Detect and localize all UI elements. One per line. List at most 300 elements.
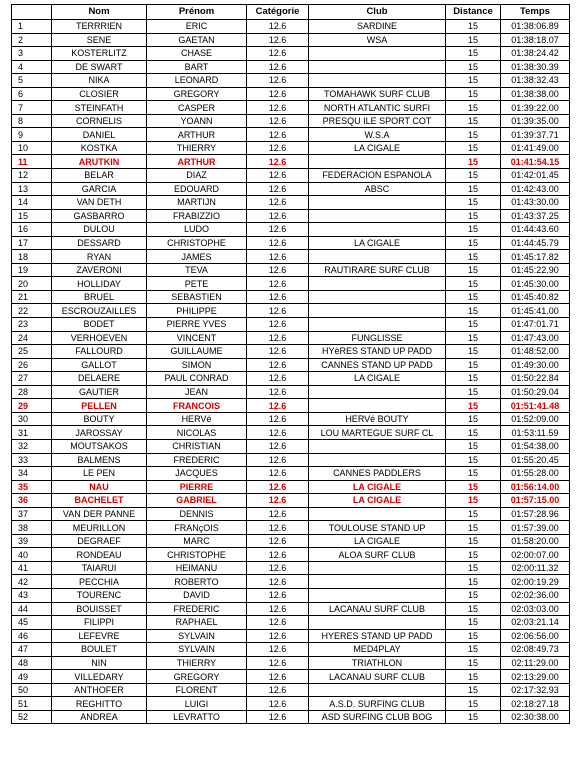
- temps-cell: 01:39:37.71: [501, 128, 570, 142]
- temps-cell: 01:43:37.25: [501, 209, 570, 223]
- categorie-cell: 12.6: [247, 277, 309, 291]
- nom-cell: ARUTKIN: [52, 155, 147, 169]
- nom-cell: NIN: [52, 656, 147, 670]
- distance-cell: 15: [446, 114, 501, 128]
- prenom-cell: RAPHAEL: [147, 616, 247, 630]
- temps-cell: 01:45:17.82: [501, 250, 570, 264]
- club-cell: LOU MARTEGUE SURF CL: [309, 426, 446, 440]
- prenom-cell: SIMON: [147, 358, 247, 372]
- prenom-cell: LUDO: [147, 223, 247, 237]
- rank-cell: 35: [12, 480, 52, 494]
- club-cell: [309, 74, 446, 88]
- prenom-cell: HEIMANU: [147, 561, 247, 575]
- nom-cell: BOULET: [52, 643, 147, 657]
- table-row: [12, 209, 570, 223]
- nom-cell: JAROSSAY: [52, 426, 147, 440]
- club-cell: [309, 290, 446, 304]
- categorie-cell: 12.6: [247, 602, 309, 616]
- club-cell: [309, 304, 446, 318]
- nom-cell: PECCHIA: [52, 575, 147, 589]
- nom-cell: BRUEL: [52, 290, 147, 304]
- prenom-cell: MARC: [147, 534, 247, 548]
- distance-cell: 15: [446, 710, 501, 724]
- table-row: [12, 588, 570, 602]
- table-row: [12, 372, 570, 386]
- rank-cell: 49: [12, 670, 52, 684]
- nom-cell: MOUTSAKOS: [52, 439, 147, 453]
- categorie-cell: 12.6: [247, 101, 309, 115]
- categorie-cell: 12.6: [247, 209, 309, 223]
- rank-cell: 48: [12, 656, 52, 670]
- rank-cell: 1: [12, 20, 52, 34]
- categorie-cell: 12.6: [247, 290, 309, 304]
- club-cell: HYERES STAND UP PADD: [309, 629, 446, 643]
- temps-cell: 01:39:22.00: [501, 101, 570, 115]
- prenom-cell: DENNIS: [147, 507, 247, 521]
- distance-cell: 15: [446, 575, 501, 589]
- club-cell: TOMAHAWK SURF CLUB: [309, 87, 446, 101]
- header-temps: Temps: [501, 5, 570, 20]
- table-row: [12, 47, 570, 61]
- table-row: [12, 250, 570, 264]
- table-row: [12, 426, 570, 440]
- distance-cell: 15: [446, 318, 501, 332]
- prenom-cell: NICOLAS: [147, 426, 247, 440]
- categorie-cell: 12.6: [247, 114, 309, 128]
- club-cell: FEDERACION ESPANOLA: [309, 169, 446, 183]
- temps-cell: 01:45:40.82: [501, 290, 570, 304]
- temps-cell: 01:44:45.79: [501, 236, 570, 250]
- table-row: [12, 412, 570, 426]
- club-cell: [309, 47, 446, 61]
- table-row: [12, 33, 570, 47]
- temps-cell: 01:50:29.04: [501, 385, 570, 399]
- table-row: [12, 643, 570, 657]
- categorie-cell: 12.6: [247, 453, 309, 467]
- rank-cell: 3: [12, 47, 52, 61]
- club-cell: [309, 209, 446, 223]
- prenom-cell: LEVRATTO: [147, 710, 247, 724]
- temps-cell: 01:42:01.45: [501, 169, 570, 183]
- categorie-cell: 12.6: [247, 263, 309, 277]
- club-cell: HYèRES STAND UP PADD: [309, 345, 446, 359]
- nom-cell: DULOU: [52, 223, 147, 237]
- rank-cell: 26: [12, 358, 52, 372]
- prenom-cell: PIERRE: [147, 480, 247, 494]
- table-row: [12, 114, 570, 128]
- temps-cell: 01:57:28.96: [501, 507, 570, 521]
- rank-cell: 42: [12, 575, 52, 589]
- table-row: [12, 494, 570, 508]
- temps-cell: 02:06:56.00: [501, 629, 570, 643]
- categorie-cell: 12.6: [247, 616, 309, 630]
- nom-cell: DESSARD: [52, 236, 147, 250]
- nom-cell: FILIPPI: [52, 616, 147, 630]
- rank-cell: 5: [12, 74, 52, 88]
- club-cell: RAUTIRARE SURF CLUB: [309, 263, 446, 277]
- table-row: [12, 710, 570, 724]
- nom-cell: NIKA: [52, 74, 147, 88]
- categorie-cell: 12.6: [247, 196, 309, 210]
- distance-cell: 15: [446, 494, 501, 508]
- distance-cell: 15: [446, 345, 501, 359]
- prenom-cell: ROBERTO: [147, 575, 247, 589]
- temps-cell: 01:39:35.00: [501, 114, 570, 128]
- categorie-cell: 12.6: [247, 507, 309, 521]
- nom-cell: ANDREA: [52, 710, 147, 724]
- categorie-cell: 12.6: [247, 236, 309, 250]
- rank-cell: 7: [12, 101, 52, 115]
- rank-cell: 22: [12, 304, 52, 318]
- header-nom: Nom: [52, 5, 147, 20]
- prenom-cell: DIAZ: [147, 169, 247, 183]
- temps-cell: 01:50:22.84: [501, 372, 570, 386]
- table-row: [12, 128, 570, 142]
- club-cell: FUNGLISSE: [309, 331, 446, 345]
- nom-cell: ANTHOFER: [52, 683, 147, 697]
- table-row: [12, 331, 570, 345]
- prenom-cell: CHRISTOPHE: [147, 548, 247, 562]
- temps-cell: 01:54:38.00: [501, 439, 570, 453]
- categorie-cell: 12.6: [247, 304, 309, 318]
- distance-cell: 15: [446, 128, 501, 142]
- table-row: [12, 196, 570, 210]
- categorie-cell: 12.6: [247, 345, 309, 359]
- rank-cell: 2: [12, 33, 52, 47]
- temps-cell: 01:47:43.00: [501, 331, 570, 345]
- distance-cell: 15: [446, 548, 501, 562]
- temps-cell: 01:57:15.00: [501, 494, 570, 508]
- temps-cell: 02:11:29.00: [501, 656, 570, 670]
- distance-cell: 15: [446, 697, 501, 711]
- table-row: [12, 87, 570, 101]
- prenom-cell: GABRIEL: [147, 494, 247, 508]
- rank-cell: 51: [12, 697, 52, 711]
- rank-cell: 52: [12, 710, 52, 724]
- nom-cell: PELLEN: [52, 399, 147, 413]
- temps-cell: 01:52:09.00: [501, 412, 570, 426]
- distance-cell: 15: [446, 101, 501, 115]
- nom-cell: GARCIA: [52, 182, 147, 196]
- club-cell: SARDINE: [309, 20, 446, 34]
- table-row: [12, 561, 570, 575]
- temps-cell: 01:45:22.90: [501, 263, 570, 277]
- nom-cell: VAN DER PANNE: [52, 507, 147, 521]
- club-cell: A.S.D. SURFING CLUB: [309, 697, 446, 711]
- prenom-cell: JEAN: [147, 385, 247, 399]
- rank-cell: 12: [12, 169, 52, 183]
- prenom-cell: LEONARD: [147, 74, 247, 88]
- categorie-cell: 12.6: [247, 47, 309, 61]
- categorie-cell: 12.6: [247, 20, 309, 34]
- temps-cell: 01:38:24.42: [501, 47, 570, 61]
- rank-cell: 18: [12, 250, 52, 264]
- categorie-cell: 12.6: [247, 697, 309, 711]
- categorie-cell: 12.6: [247, 480, 309, 494]
- club-cell: TRIATHLON: [309, 656, 446, 670]
- club-cell: PRESQU ILE SPORT COT: [309, 114, 446, 128]
- club-cell: CANNES STAND UP PADD: [309, 358, 446, 372]
- distance-cell: 15: [446, 60, 501, 74]
- rank-cell: 34: [12, 467, 52, 481]
- rank-cell: 27: [12, 372, 52, 386]
- table-row: [12, 534, 570, 548]
- categorie-cell: 12.6: [247, 169, 309, 183]
- nom-cell: NAU: [52, 480, 147, 494]
- results-table: [11, 4, 570, 724]
- club-cell: LA CIGALE: [309, 534, 446, 548]
- club-cell: [309, 616, 446, 630]
- header-distance: Distance: [446, 5, 501, 20]
- table-row: [12, 345, 570, 359]
- club-cell: LA CIGALE: [309, 480, 446, 494]
- distance-cell: 15: [446, 507, 501, 521]
- prenom-cell: FREDERIC: [147, 453, 247, 467]
- prenom-cell: GUILLAUME: [147, 345, 247, 359]
- prenom-cell: FREDERIC: [147, 602, 247, 616]
- prenom-cell: BART: [147, 60, 247, 74]
- temps-cell: 01:58:20.00: [501, 534, 570, 548]
- rank-cell: 32: [12, 439, 52, 453]
- prenom-cell: MARTIJN: [147, 196, 247, 210]
- club-cell: [309, 507, 446, 521]
- distance-cell: 15: [446, 304, 501, 318]
- distance-cell: 15: [446, 358, 501, 372]
- temps-cell: 01:41:49.00: [501, 141, 570, 155]
- club-cell: WSA: [309, 33, 446, 47]
- distance-cell: 15: [446, 521, 501, 535]
- rank-cell: 17: [12, 236, 52, 250]
- header-categorie: Catégorie: [247, 5, 309, 20]
- table-row: [12, 453, 570, 467]
- distance-cell: 15: [446, 467, 501, 481]
- rank-cell: 20: [12, 277, 52, 291]
- prenom-cell: YOANN: [147, 114, 247, 128]
- rank-cell: 14: [12, 196, 52, 210]
- rank-cell: 47: [12, 643, 52, 657]
- categorie-cell: 12.6: [247, 494, 309, 508]
- nom-cell: KOSTERLITZ: [52, 47, 147, 61]
- temps-cell: 01:49:30.00: [501, 358, 570, 372]
- rank-cell: 24: [12, 331, 52, 345]
- table-row: [12, 521, 570, 535]
- prenom-cell: SEBASTIEN: [147, 290, 247, 304]
- table-row: [12, 101, 570, 115]
- nom-cell: DE SWART: [52, 60, 147, 74]
- distance-cell: 15: [446, 169, 501, 183]
- nom-cell: BOUISSET: [52, 602, 147, 616]
- distance-cell: 15: [446, 643, 501, 657]
- rank-cell: 39: [12, 534, 52, 548]
- distance-cell: 15: [446, 236, 501, 250]
- table-row: [12, 277, 570, 291]
- distance-cell: 15: [446, 616, 501, 630]
- table-row: [12, 223, 570, 237]
- nom-cell: GALLOT: [52, 358, 147, 372]
- club-cell: ABSC: [309, 182, 446, 196]
- club-cell: [309, 453, 446, 467]
- categorie-cell: 12.6: [247, 629, 309, 643]
- distance-cell: 15: [446, 399, 501, 413]
- prenom-cell: ARTHUR: [147, 155, 247, 169]
- prenom-cell: CASPER: [147, 101, 247, 115]
- table-row: [12, 616, 570, 630]
- rank-cell: 29: [12, 399, 52, 413]
- nom-cell: TERRRIEN: [52, 20, 147, 34]
- header-club: Club: [309, 5, 446, 20]
- rank-cell: 38: [12, 521, 52, 535]
- distance-cell: 15: [446, 439, 501, 453]
- rank-cell: 13: [12, 182, 52, 196]
- rank-cell: 16: [12, 223, 52, 237]
- table-row: [12, 697, 570, 711]
- temps-cell: 02:17:32.93: [501, 683, 570, 697]
- distance-cell: 15: [446, 602, 501, 616]
- distance-cell: 15: [446, 372, 501, 386]
- prenom-cell: SYLVAIN: [147, 643, 247, 657]
- distance-cell: 15: [446, 277, 501, 291]
- nom-cell: DANIEL: [52, 128, 147, 142]
- distance-cell: 15: [446, 155, 501, 169]
- table-row: [12, 602, 570, 616]
- temps-cell: 02:00:07.00: [501, 548, 570, 562]
- prenom-cell: EDOUARD: [147, 182, 247, 196]
- table-row: [12, 20, 570, 34]
- categorie-cell: 12.6: [247, 656, 309, 670]
- nom-cell: REGHITTO: [52, 697, 147, 711]
- distance-cell: 15: [446, 87, 501, 101]
- club-cell: [309, 575, 446, 589]
- rank-cell: 50: [12, 683, 52, 697]
- categorie-cell: 12.6: [247, 670, 309, 684]
- temps-cell: 01:56:14.00: [501, 480, 570, 494]
- temps-cell: 01:53:11.59: [501, 426, 570, 440]
- categorie-cell: 12.6: [247, 399, 309, 413]
- temps-cell: 02:30:38.00: [501, 710, 570, 724]
- rank-cell: 15: [12, 209, 52, 223]
- club-cell: [309, 399, 446, 413]
- club-cell: TOULOUSE STAND UP: [309, 521, 446, 535]
- club-cell: LA CIGALE: [309, 236, 446, 250]
- distance-cell: 15: [446, 385, 501, 399]
- club-cell: LACANAU SURF CLUB: [309, 670, 446, 684]
- distance-cell: 15: [446, 20, 501, 34]
- club-cell: LA CIGALE: [309, 494, 446, 508]
- table-row: [12, 670, 570, 684]
- prenom-cell: JAMES: [147, 250, 247, 264]
- header-prenom: Prénom: [147, 5, 247, 20]
- table-row: [12, 507, 570, 521]
- temps-cell: 01:44:43.60: [501, 223, 570, 237]
- distance-cell: 15: [446, 290, 501, 304]
- club-cell: [309, 196, 446, 210]
- table-row: [12, 467, 570, 481]
- distance-cell: 15: [446, 480, 501, 494]
- distance-cell: 15: [446, 74, 501, 88]
- categorie-cell: 12.6: [247, 710, 309, 724]
- table-row: [12, 74, 570, 88]
- rank-cell: 33: [12, 453, 52, 467]
- distance-cell: 15: [446, 534, 501, 548]
- rank-cell: 11: [12, 155, 52, 169]
- temps-cell: 01:41:54.15: [501, 155, 570, 169]
- categorie-cell: 12.6: [247, 128, 309, 142]
- distance-cell: 15: [446, 412, 501, 426]
- prenom-cell: FLORENT: [147, 683, 247, 697]
- rank-cell: 4: [12, 60, 52, 74]
- temps-cell: 01:48:52.00: [501, 345, 570, 359]
- table-row: [12, 60, 570, 74]
- temps-cell: 01:51:41.48: [501, 399, 570, 413]
- rank-cell: 9: [12, 128, 52, 142]
- club-cell: [309, 250, 446, 264]
- table-row: [12, 169, 570, 183]
- rank-cell: 19: [12, 263, 52, 277]
- club-cell: LA CIGALE: [309, 372, 446, 386]
- temps-cell: 01:55:20.45: [501, 453, 570, 467]
- rank-cell: 10: [12, 141, 52, 155]
- club-cell: MED4PLAY: [309, 643, 446, 657]
- table-row: [12, 182, 570, 196]
- rank-cell: 46: [12, 629, 52, 643]
- rank-cell: 25: [12, 345, 52, 359]
- prenom-cell: GREGORY: [147, 87, 247, 101]
- prenom-cell: LUIGI: [147, 697, 247, 711]
- prenom-cell: PHILIPPE: [147, 304, 247, 318]
- nom-cell: RYAN: [52, 250, 147, 264]
- distance-cell: 15: [446, 33, 501, 47]
- table-row: [12, 629, 570, 643]
- nom-cell: LEFEVRE: [52, 629, 147, 643]
- categorie-cell: 12.6: [247, 358, 309, 372]
- table-row: [12, 439, 570, 453]
- nom-cell: BODET: [52, 318, 147, 332]
- prenom-cell: SYLVAIN: [147, 629, 247, 643]
- nom-cell: CORNELIS: [52, 114, 147, 128]
- categorie-cell: 12.6: [247, 534, 309, 548]
- rank-cell: 23: [12, 318, 52, 332]
- nom-cell: BOUTY: [52, 412, 147, 426]
- temps-cell: 01:38:06.89: [501, 20, 570, 34]
- temps-cell: 02:13:29.00: [501, 670, 570, 684]
- table-row: [12, 385, 570, 399]
- table-row: [12, 236, 570, 250]
- prenom-cell: FRABIZZIO: [147, 209, 247, 223]
- distance-cell: 15: [446, 588, 501, 602]
- prenom-cell: THIERRY: [147, 656, 247, 670]
- header-row: [12, 5, 570, 20]
- rank-cell: 8: [12, 114, 52, 128]
- categorie-cell: 12.6: [247, 87, 309, 101]
- club-cell: [309, 60, 446, 74]
- categorie-cell: 12.6: [247, 385, 309, 399]
- nom-cell: GASBARRO: [52, 209, 147, 223]
- categorie-cell: 12.6: [247, 223, 309, 237]
- distance-cell: 15: [446, 561, 501, 575]
- categorie-cell: 12.6: [247, 548, 309, 562]
- prenom-cell: FRANCOIS: [147, 399, 247, 413]
- temps-cell: 02:03:03.00: [501, 602, 570, 616]
- distance-cell: 15: [446, 223, 501, 237]
- rank-cell: 6: [12, 87, 52, 101]
- nom-cell: BACHELET: [52, 494, 147, 508]
- nom-cell: VERHOEVEN: [52, 331, 147, 345]
- nom-cell: VAN DETH: [52, 196, 147, 210]
- nom-cell: BELAR: [52, 169, 147, 183]
- distance-cell: 15: [446, 683, 501, 697]
- distance-cell: 15: [446, 250, 501, 264]
- header-rank: [12, 5, 52, 20]
